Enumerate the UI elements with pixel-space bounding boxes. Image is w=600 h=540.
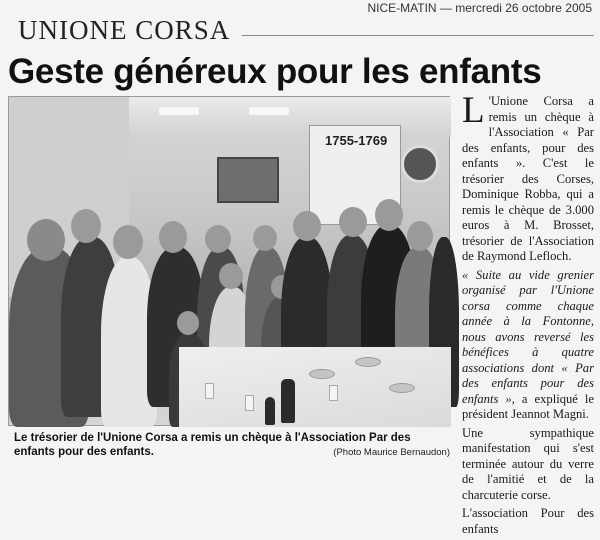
- photo-plate: [389, 383, 415, 393]
- person-head: [293, 211, 321, 241]
- person-head: [113, 225, 143, 259]
- headline: Geste généreux pour les enfants: [8, 52, 542, 91]
- article-paragraph: [462, 506, 594, 537]
- photo-bottle: [265, 397, 275, 425]
- person-head: [407, 221, 433, 251]
- article-quote: « Suite au vide grenier organisé par l'Unione corsa comme chaque année à la Fontonne, nous avons reversé les bénéfices à quatre associations dont « Par des enfants pour des enfants »: [462, 267, 594, 406]
- article-text: Une sympathique manifestation qui s'est terminée autour du verre de l'amitié et de la charcuterie corse.: [462, 425, 594, 502]
- photo-plate: [355, 357, 381, 367]
- photo-bottle: [281, 379, 295, 423]
- article-text: 'Unione Corsa a remis un chèque à l'Association « Par des enfants, pour des enfants ». C'est le trésorier des Corses, Dominique Robba, qui a remis le chèque de 3.000 euros à M. Brosset, trésorier de l'Association de Raymond Lefloch.: [462, 94, 594, 263]
- photo-glass: [245, 395, 254, 411]
- photo-glass: [329, 385, 338, 401]
- article-text: L'association Pour des enfants: [462, 506, 594, 536]
- ceiling-light: [159, 107, 199, 115]
- photo-plate: [309, 369, 335, 379]
- article-paragraph: [462, 268, 594, 423]
- article-column: [462, 90, 595, 540]
- photo-glass: [205, 383, 214, 399]
- photo-emblem: [401, 145, 439, 183]
- section-rubric: UNIONE CORSA: [18, 15, 231, 45]
- photo-credit: (Photo Maurice Bernaudon): [333, 447, 450, 458]
- person-head: [177, 311, 199, 335]
- person-head: [159, 221, 187, 253]
- poster-text: 1755-1769: [325, 133, 388, 148]
- drop-cap: L: [462, 90, 485, 131]
- photo-caption: Le trésorier de l'Unione Corsa a remis un chèque à l'Association Par des enfants pour des enfants.: [14, 432, 411, 458]
- person-head: [219, 263, 243, 289]
- person-head: [71, 209, 101, 243]
- masthead: NICE-MATIN — mercredi 26 octobre 2005: [367, 1, 592, 15]
- article-paragraph: [462, 426, 594, 504]
- article-paragraph: [462, 90, 594, 265]
- article-text: , a expliqué le président Jeannot Magni.: [462, 391, 595, 421]
- person-head: [375, 199, 403, 231]
- person-head: [205, 225, 231, 253]
- rubric-divider: [242, 35, 594, 36]
- photo-banner: [217, 157, 279, 203]
- ceiling-light: [249, 107, 289, 115]
- person-head: [27, 219, 65, 261]
- person-head: [253, 225, 277, 251]
- person-head: [339, 207, 367, 237]
- group-photo: [8, 96, 450, 426]
